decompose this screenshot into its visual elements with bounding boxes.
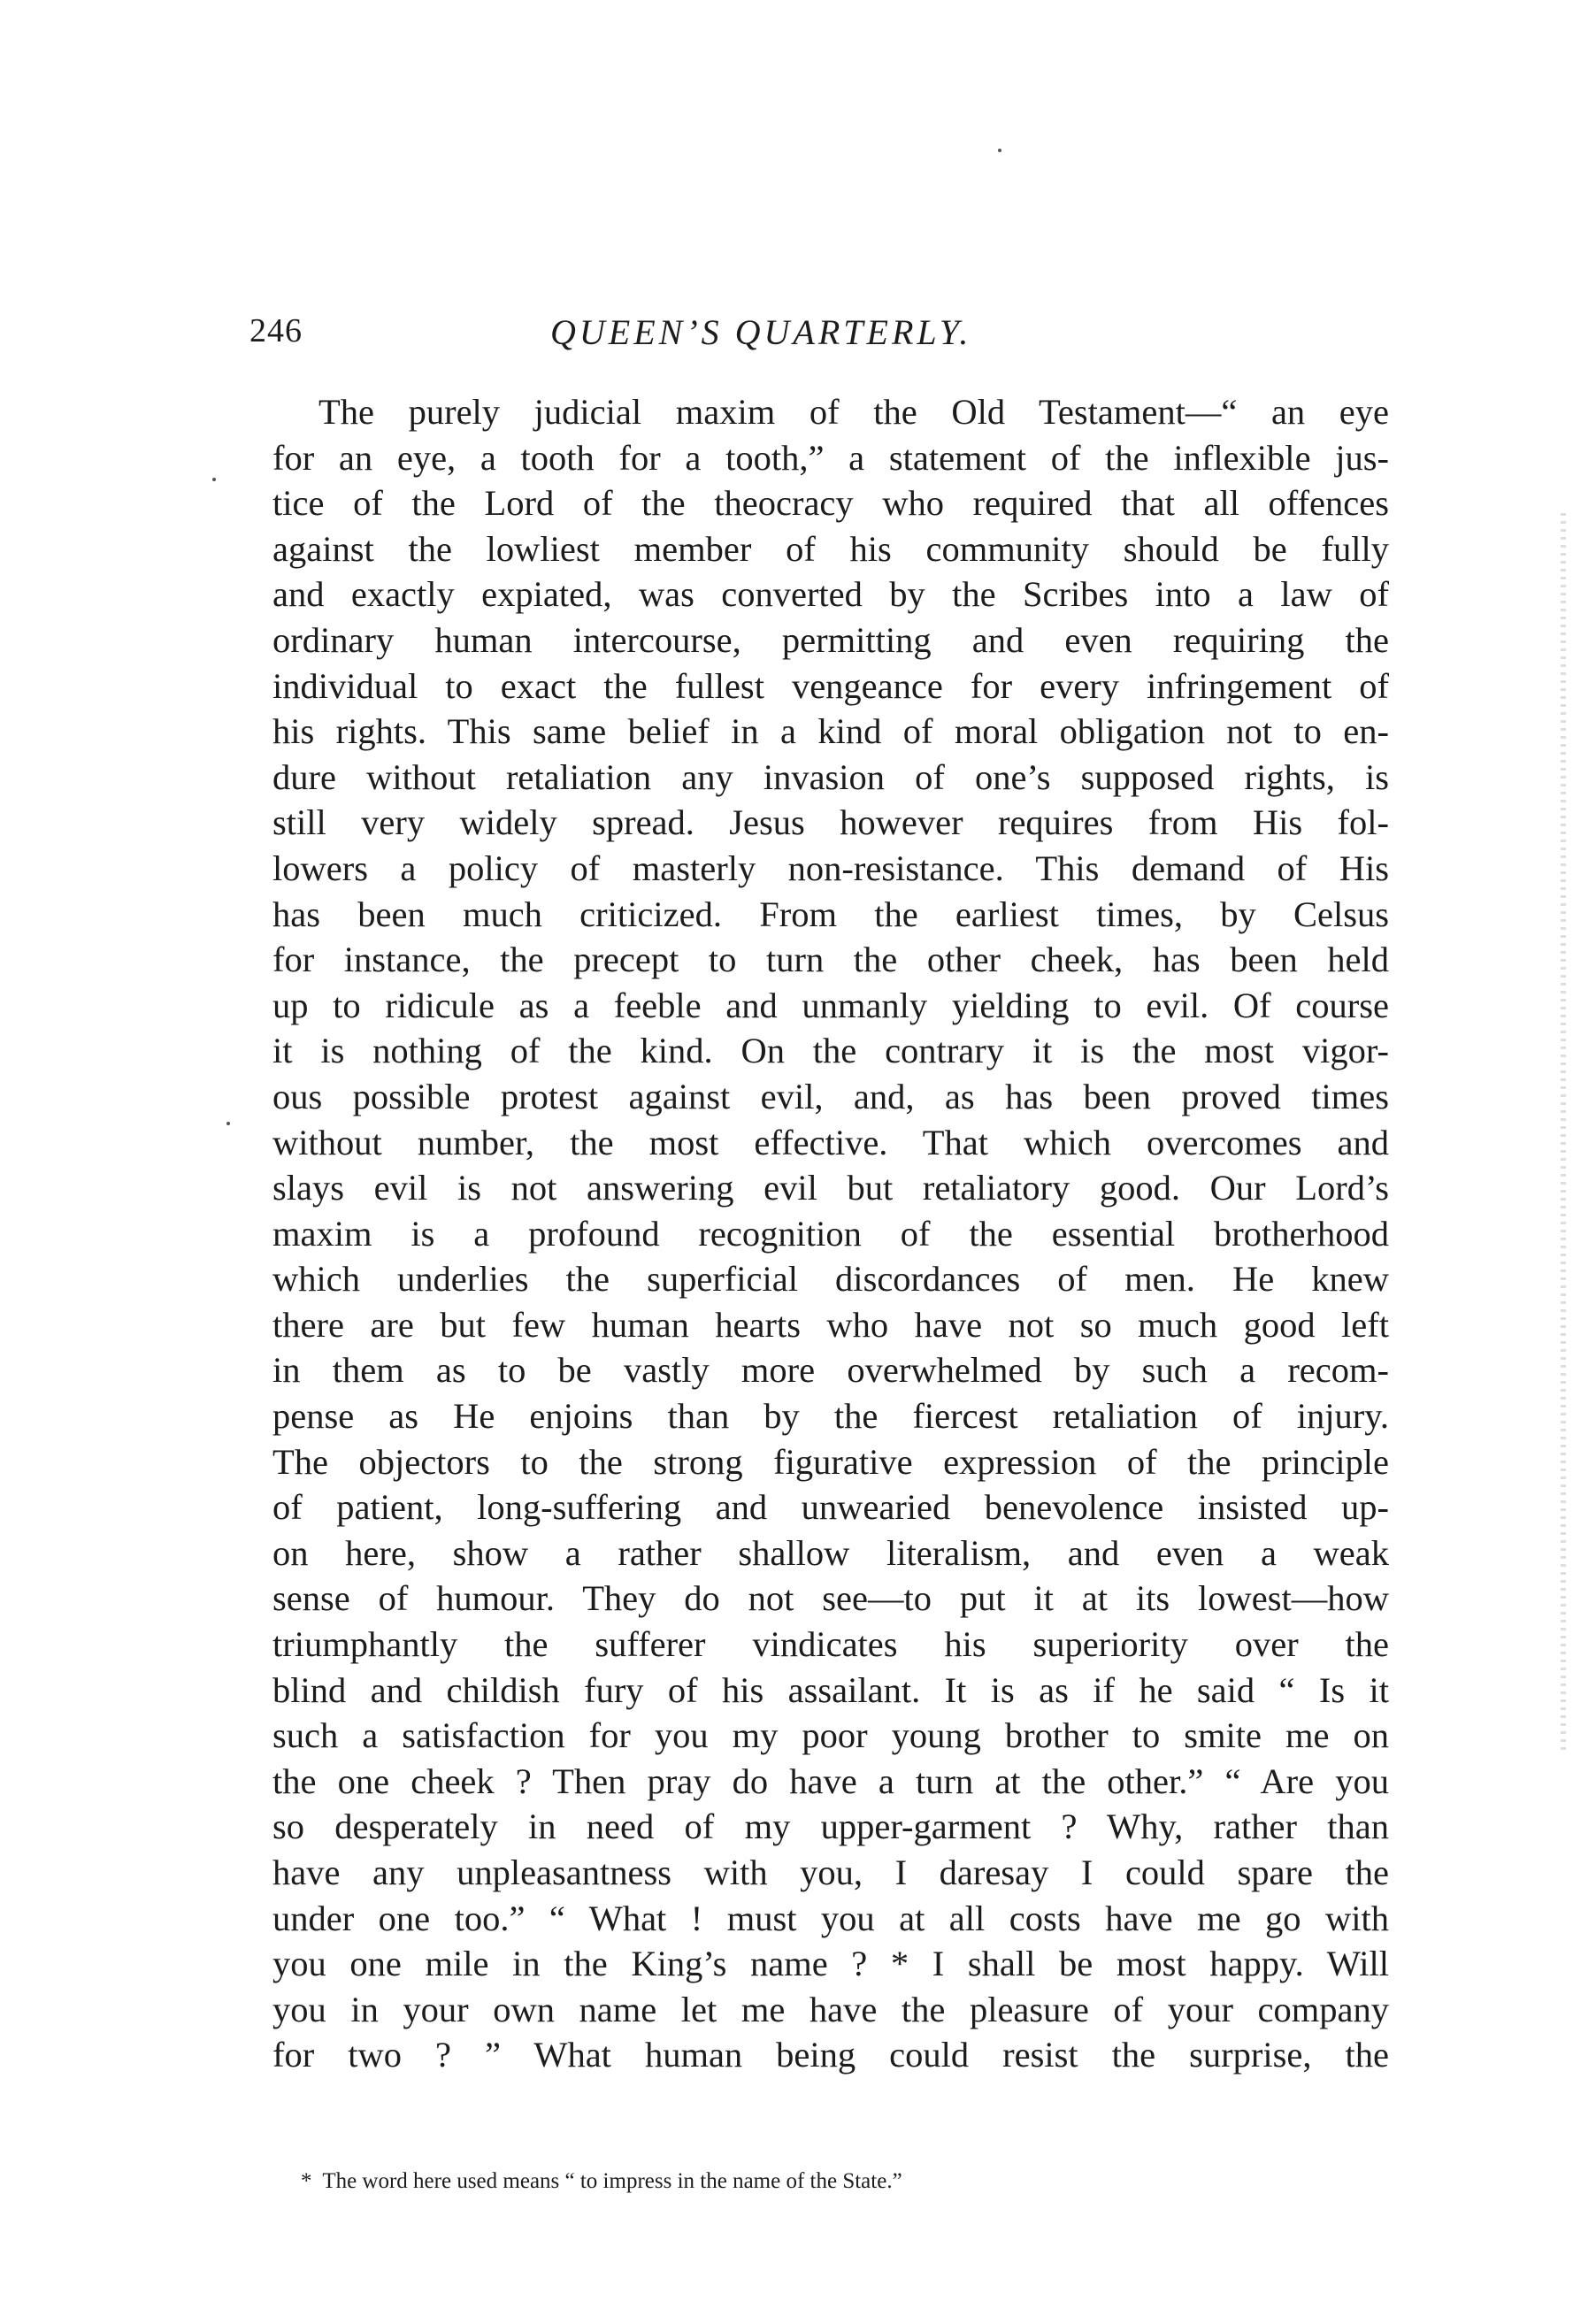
text-line: against the lowliest member of his community should be fully xyxy=(272,528,1389,569)
text-line: pense as He enjoins than by the fiercest retaliation of injury. xyxy=(272,1396,1389,1437)
body-paragraph xyxy=(272,389,1389,2078)
text-line: still very widely spread. Jesus however requires from His fol- xyxy=(272,802,1389,843)
text-line: such a satisfaction for you my poor young brother to smite me on xyxy=(272,1715,1389,1756)
text-line: maxim is a profound recognition of the essential brotherhood xyxy=(272,1213,1389,1254)
text-line: have any unpleasantness with you, I daresay I could spare the xyxy=(272,1852,1389,1892)
text-line: ordinary human intercourse, permitting and even requiring the xyxy=(272,619,1389,660)
text-line: under one too.” “ What ! must you at all costs have me go with xyxy=(272,1898,1389,1938)
text-line: for two ? ” What human being could resist the surprise, the xyxy=(272,2035,1389,2075)
text-line: triumphantly the sufferer vindicates his superiority over the xyxy=(272,1624,1389,1665)
scan-speck xyxy=(998,149,1001,152)
text-line: slays evil is not answering evil but retaliatory good. Our Lord’s xyxy=(272,1168,1389,1208)
footnote-text: The word here used means “ to impress in the name of the State.” xyxy=(322,2169,902,2193)
text-line: tice of the Lord of the theocracy who required that all offences xyxy=(272,483,1389,524)
text-line: for instance, the precept to turn the other cheek, has been held xyxy=(272,940,1389,980)
scan-edge-shadow xyxy=(1561,513,1566,1752)
text-line: for an eye, a tooth for a tooth,” a statement of the inflexible jus- xyxy=(272,437,1389,478)
text-line: has been much criticized. From the earliest times, by Celsus xyxy=(272,894,1389,934)
text-line: dure without retaliation any invasion of one’s supposed rights, is xyxy=(272,756,1389,797)
text-line: The purely judicial maxim of the Old Testament—“ an eye xyxy=(318,392,1389,432)
page-header xyxy=(249,311,1081,364)
text-line: ous possible protest against evil, and, as has been proved times xyxy=(272,1076,1389,1116)
text-line: blind and childish fury of his assailant. It is as if he said “ Is it xyxy=(272,1669,1389,1710)
text-line: and exactly expiated, was converted by the Scribes into a law of xyxy=(272,574,1389,615)
text-line: which underlies the superficial discordances of men. He knew xyxy=(272,1259,1389,1300)
text-line: without number, the most effective. That which overcomes and xyxy=(272,1122,1389,1162)
text-line: his rights. This same belief in a kind of moral obligation not to en- xyxy=(272,711,1389,752)
text-line: it is nothing of the kind. On the contrary it is the most vigor- xyxy=(272,1031,1389,1071)
text-line: of patient, long-suffering and unwearied benevolence insisted up- xyxy=(272,1487,1389,1528)
text-line: individual to exact the fullest vengeance for every infringement of xyxy=(272,665,1389,706)
text-line: you in your own name let me have the pleasure of your company xyxy=(272,1989,1389,2029)
text-line: on here, show a rather shallow literalism, and even a weak xyxy=(272,1532,1389,1573)
footnote-mark: * xyxy=(301,2169,312,2193)
scan-speck xyxy=(226,1122,230,1125)
footnote xyxy=(301,2169,1097,2194)
text-line: so desperately in need of my upper-garment ? Why, rather than xyxy=(272,1806,1389,1847)
running-head: QUEEN’S QUARTERLY. xyxy=(550,312,972,352)
text-line: sense of humour. They do not see—to put it at its lowest—how xyxy=(272,1578,1389,1619)
text-line: you one mile in the King’s name ? * I shall be most happy. Will xyxy=(272,1944,1389,1984)
page-number: 246 xyxy=(249,312,303,349)
text-line: the one cheek ? Then pray do have a turn at the other.” “ Are you xyxy=(272,1760,1389,1801)
text-line: in them as to be vastly more overwhelmed by such a recom- xyxy=(272,1350,1389,1391)
text-line: there are but few human hearts who have not so much good left xyxy=(272,1304,1389,1345)
text-line: up to ridicule as a feeble and unmanly yielding to evil. Of course xyxy=(272,985,1389,1025)
text-line: The objectors to the strong figurative expression of the principle xyxy=(272,1441,1389,1482)
scan-speck xyxy=(212,478,216,481)
text-line: lowers a policy of masterly non-resistance. This demand of His xyxy=(272,848,1389,888)
